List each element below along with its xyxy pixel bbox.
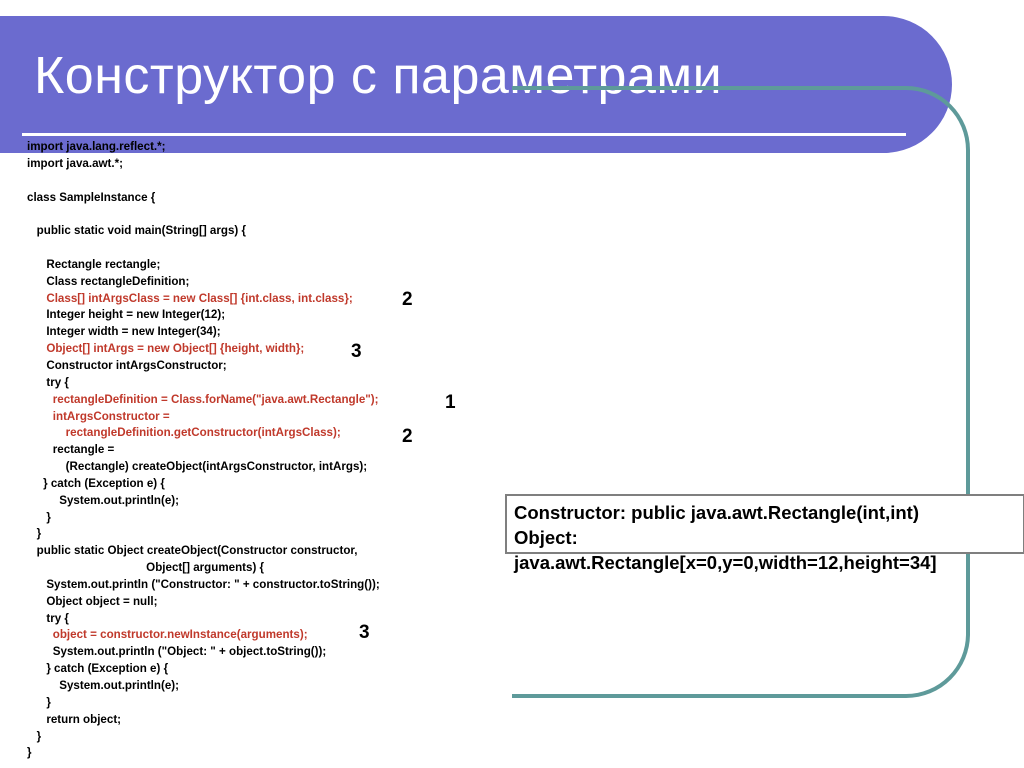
code-line: System.out.println ("Object: " + object.toString());: [27, 645, 327, 659]
code-line: [27, 240, 380, 257]
code-line: Constructor intArgsConstructor;: [27, 358, 227, 372]
code-line: System.out.println(e);: [27, 493, 180, 507]
code-line: }: [27, 527, 42, 541]
code-line: }: [27, 695, 51, 709]
marker-3-newinstance: 3: [359, 622, 370, 643]
decorative-frame: [512, 86, 970, 698]
code-line: return object;: [27, 712, 122, 726]
code-line: } catch (Exception e) {: [27, 662, 169, 676]
code-line: (Rectangle) createObject(intArgsConstructor, intArgs);: [27, 460, 368, 474]
code-listing: [27, 139, 380, 762]
code-line: }: [27, 510, 51, 524]
code-line: try {: [27, 611, 69, 625]
slide-title: Конструктор с параметрами: [34, 47, 723, 105]
accent-bar-middle: [512, 140, 812, 152]
marker-2-getconstructor: 2: [402, 426, 413, 447]
code-line: class SampleInstance {: [27, 190, 156, 204]
program-output: Constructor: public java.awt.Rectangle(int,int) Object: java.awt.Rectangle[x=0,y=0,width=12,height=34]: [514, 502, 937, 573]
code-line: Rectangle rectangle;: [27, 257, 161, 271]
code-line: rectangle =: [27, 443, 115, 457]
code-line: Integer height = new Integer(12);: [27, 308, 226, 322]
code-line: [27, 173, 380, 190]
marker-1-forname: 1: [445, 392, 456, 413]
code-line: public static void main(String[] args) {: [27, 224, 247, 238]
code-line: System.out.println(e);: [27, 679, 180, 692]
code-line: }: [27, 729, 42, 743]
code-line: Object[] intArgs = new Object[] {height, width};: [27, 342, 305, 356]
code-line: }: [27, 746, 32, 760]
code-line: [27, 206, 380, 223]
code-line: } catch (Exception e) {: [27, 476, 165, 490]
marker-2-class-args: 2: [402, 289, 413, 310]
code-line: try {: [27, 375, 69, 389]
code-line: import java.awt.*;: [27, 156, 123, 170]
code-line: Integer width = new Integer(34);: [27, 325, 221, 339]
code-line: object = constructor.newInstance(arguments);: [27, 628, 308, 642]
accent-bar-left: [0, 140, 14, 152]
code-line: System.out.println ("Constructor: " + constructor.toString());: [27, 577, 380, 591]
code-line: rectangleDefinition.getConstructor(intArgsClass);: [27, 426, 341, 440]
code-line: Class rectangleDefinition;: [27, 274, 190, 288]
code-line: Class[] intArgsClass = new Class[] {int.class, int.class};: [27, 291, 353, 305]
marker-3-object-args: 3: [351, 341, 362, 362]
code-line: Object[] arguments) {: [27, 561, 265, 575]
code-line: import java.lang.reflect.*;: [27, 140, 166, 153]
code-line: Object object = null;: [27, 594, 158, 608]
code-line: intArgsConstructor =: [27, 409, 170, 423]
code-line: rectangleDefinition = Class.forName("java.awt.Rectangle");: [27, 392, 379, 406]
code-line: public static Object createObject(Constructor constructor,: [27, 544, 358, 558]
